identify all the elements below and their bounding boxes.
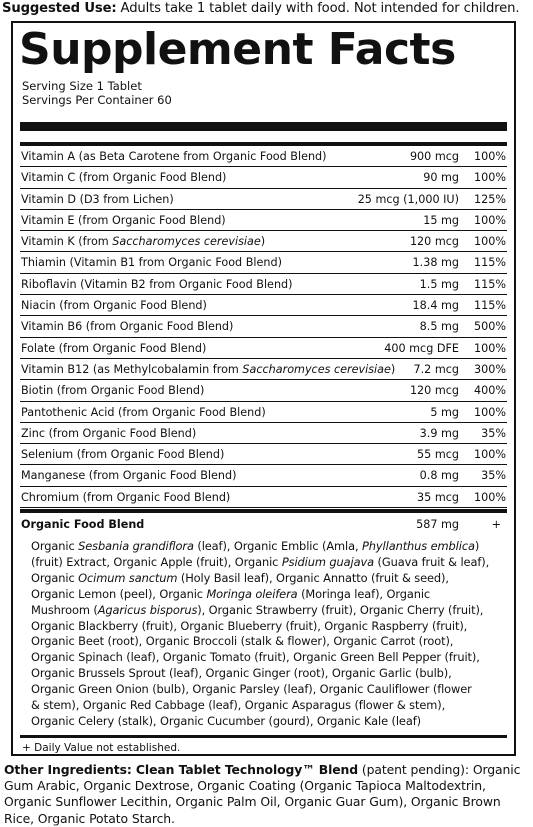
nutrient-amount: 25 mcg (1,000 IU) [357,192,459,206]
blend-line: Mushroom (Agaricus bisporus), Organic Strawberry (fruit), Organic Cherry (fruit), [31,602,484,617]
nutrient-name: Vitamin A (as Beta Carotene from Organic Food Blend) [21,150,327,163]
nutrient-dv: 115% [474,299,506,313]
nutrient-name: Vitamin C (from Organic Food Blend) [21,171,227,185]
nutrient-row [20,231,507,252]
blend-header-row [20,516,507,534]
nutrient-row [20,274,507,295]
blend-name: Organic Food Blend [21,518,145,531]
suggested-use-label: Suggested Use: [2,1,117,16]
nutrient-dv: 115% [474,256,506,270]
nutrient-dv: 400% [474,384,506,398]
other-ingredients-label: Other Ingredients: Clean Tablet Technology™ Blend [4,762,359,777]
blend-line: Organic Blackberry (fruit), Organic Blueberry (fruit), Organic Raspberry (fruit), [31,618,468,633]
nutrient-table [20,146,507,508]
nutrient-row [20,444,507,465]
nutrient-amount: 35 mcg [417,490,459,504]
nutrient-dv: 100% [474,213,506,227]
divider-blend [20,509,507,513]
nutrient-name: Chromium (from Organic Food Blend) [21,490,231,504]
nutrient-name: Folate (from Organic Food Blend) [21,341,207,355]
blend-line: & stem), Organic Red Cabbage (leaf), Organic Asparagus (flower & stem), [31,698,446,713]
divider-footnote [20,735,507,738]
nutrient-name: Vitamin K (from Saccharomyces cerevisiae) [21,235,266,249]
blend-line: Organic Celery (stalk), Organic Cucumber (gourd), Organic Kale (leaf) [31,713,421,728]
other-line: Organic Sunflower Lecithin, Organic Palm Oil, Organic Guar Gum), Organic Brown [4,794,501,810]
blend-dv: + [491,518,501,531]
nutrient-amount: 7.2 mcg [413,362,459,376]
nutrient-amount: 400 mcg DFE [384,341,459,355]
nutrient-dv: 100% [474,341,506,355]
nutrient-amount: 900 mcg [409,150,459,163]
nutrient-amount: 1.38 mg [412,256,459,270]
nutrient-amount: 8.5 mg [419,320,459,334]
panel-title: Supplement Facts [19,24,456,75]
suggested-use-text: Adults take 1 tablet daily with food. Not intended for children. [116,1,520,16]
blend-line: (fruit) Extract, Organic Apple (fruit), Organic Psidium guajava (Guava fruit & leaf), [31,554,490,569]
nutrient-row [20,380,507,401]
nutrient-amount: 15 mg [423,213,459,227]
nutrient-amount: 90 mg [423,171,459,185]
nutrient-name: Vitamin B12 (as Methylcobalamin from Saccharomyces cerevisiae) [21,362,396,376]
nutrient-dv: 115% [474,277,506,291]
other-line: Rice, Organic Potato Starch. [4,810,175,826]
nutrient-dv: 500% [474,320,506,334]
nutrient-row [20,189,507,210]
nutrient-name: Riboflavin (Vitamin B2 from Organic Food Blend) [21,277,293,291]
nutrient-dv: 125% [474,192,506,206]
other-ingredients [4,762,531,827]
nutrient-row [20,316,507,337]
blend-line: Organic Green Onion (bulb), Organic Parsley (leaf), Organic Cauliflower (flower [31,682,472,697]
serving-size: Serving Size 1 Tablet [22,79,142,93]
nutrient-row [20,167,507,188]
nutrient-name: Pantothenic Acid (from Organic Food Blend) [21,405,266,419]
nutrient-amount: 120 mcg [409,235,459,249]
nutrient-row [20,465,507,486]
nutrient-name: Niacin (from Organic Food Blend) [21,299,207,313]
nutrient-row [20,402,507,423]
nutrient-dv: 300% [474,362,506,376]
nutrient-dv: 100% [474,490,506,504]
nutrient-dv: 100% [474,448,506,462]
nutrient-name: Vitamin B6 (from Organic Food Blend) [21,320,234,334]
footnote: + Daily Value not established. [22,742,181,754]
blend-amount: 587 mg [416,518,459,531]
nutrient-amount: 3.9 mg [419,426,459,440]
nutrient-row [20,338,507,359]
blend-line: Organic Spinach (leaf), Organic Tomato (fruit), Organic Green Bell Pepper (fruit), [31,650,480,665]
nutrient-name: Vitamin E (from Organic Food Blend) [21,213,226,227]
nutrient-amount: 18.4 mg [412,299,459,313]
nutrient-name: Zinc (from Organic Food Blend) [21,426,197,440]
nutrient-row [20,210,507,231]
blend-line: Organic Lemon (peel), Organic Moringa oleifera (Moringa leaf), Organic [31,586,431,601]
nutrient-amount: 5 mg [430,405,459,419]
divider-thick [20,122,507,131]
other-line: Other Ingredients: Clean Tablet Technology™ Blend (patent pending): Organic [4,762,521,777]
suggested-use [2,0,533,18]
nutrient-dv: 100% [474,171,506,185]
nutrient-dv: 100% [474,150,506,163]
nutrient-name: Biotin (from Organic Food Blend) [21,384,205,398]
nutrient-name: Thiamin (Vitamin B1 from Organic Food Blend) [21,256,282,270]
nutrient-amount: 1.5 mg [419,277,459,291]
nutrient-row [20,487,507,508]
nutrient-row [20,146,507,167]
nutrient-amount: 55 mcg [417,448,459,462]
nutrient-name: Manganese (from Organic Food Blend) [21,469,237,483]
supplement-facts-panel [11,21,516,756]
nutrient-name: Selenium (from Organic Food Blend) [21,448,225,462]
nutrient-row [20,359,507,380]
blend-line: Organic Sesbania grandiflora (leaf), Organic Emblic (Amla, Phyllanthus emblica) [31,539,480,553]
nutrient-row [20,252,507,273]
nutrient-dv: 100% [474,405,506,419]
nutrient-amount: 120 mcg [409,384,459,398]
nutrient-name: Vitamin D (D3 from Lichen) [21,192,174,206]
blend-line: Organic Ocimum sanctum (Holy Basil leaf), Organic Annatto (fruit & seed), [31,570,449,585]
nutrient-dv: 100% [474,235,506,249]
nutrient-row [20,295,507,316]
other-line: Gum Arabic, Organic Dextrose, Organic Coating (Organic Tapioca Maltodextrin, [4,778,486,794]
blend-ingredients [31,539,501,730]
nutrient-dv: 35% [481,469,506,483]
servings-per-container: Servings Per Container 60 [22,93,172,107]
nutrient-amount: 0.8 mg [419,469,459,483]
nutrient-dv: 35% [481,426,506,440]
blend-line: Organic Brussels Sprout (leaf), Organic Ginger (root), Organic Garlic (bulb), [31,666,452,681]
nutrient-row [20,423,507,444]
blend-line: Organic Beet (root), Organic Broccoli (stalk & flower), Organic Carrot (root), [31,634,454,649]
